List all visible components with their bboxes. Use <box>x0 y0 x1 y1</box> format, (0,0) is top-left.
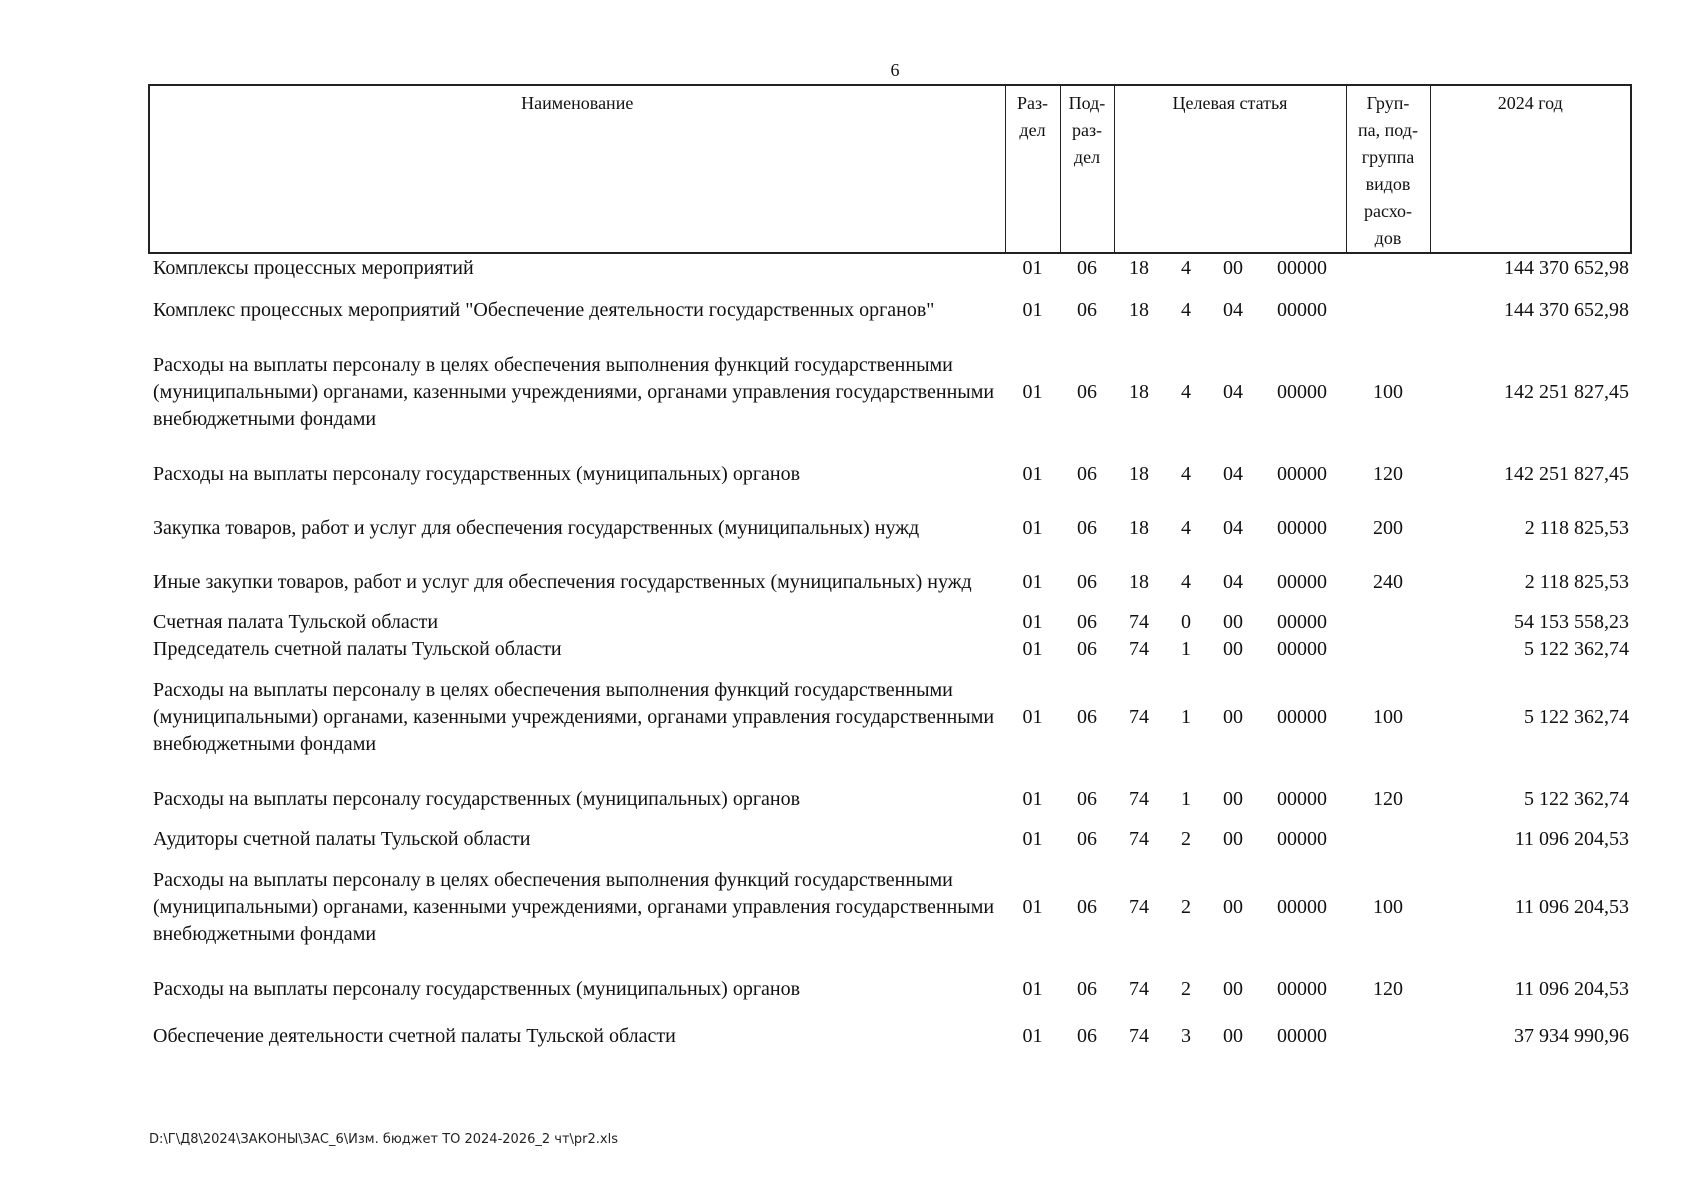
cell-name: Комплекс процессных мероприятий "Обеспечение деятельности государственных органов" <box>153 298 935 321</box>
cell-grp <box>1346 826 1430 853</box>
cell-name: Закупка товаров, работ и услуг для обеспечения государственных (муниципальных) нужд <box>153 516 920 539</box>
cell-sec: 01 <box>1022 706 1043 728</box>
cell-sec: 01 <box>1022 611 1043 633</box>
cell-name: Счетная палата Тульской области <box>153 611 439 633</box>
cell-t2: 2 <box>1181 828 1191 850</box>
cell-sec: 01 <box>1022 638 1043 660</box>
cell-t2: 4 <box>1181 462 1191 485</box>
cell-t2: 0 <box>1181 611 1191 633</box>
cell-t3: 00 <box>1223 977 1243 1000</box>
table-row <box>149 282 1631 338</box>
cell-t1: 18 <box>1129 381 1149 403</box>
cell-sec: 01 <box>1022 977 1043 1000</box>
cell-grp <box>1346 609 1430 636</box>
cell-name: Расходы на выплаты персоналу государственных (муниципальных) органов <box>153 462 801 485</box>
cell-grp: 100 <box>1373 896 1403 918</box>
table-row <box>149 447 1631 501</box>
cell-grp <box>1346 636 1430 663</box>
cell-sub: 06 <box>1077 828 1097 850</box>
cell-t4: 00000 <box>1277 1025 1327 1047</box>
header-year: 2024 год <box>1430 85 1631 253</box>
cell-name: Расходы на выплаты персоналу в целях обеспечения выполнения функций государственными (муниципальными) органами, казенными учреждениями, органами управления государственными внебюджетными фондами <box>153 679 995 755</box>
cell-sec: 01 <box>1022 787 1043 810</box>
cell-t2: 4 <box>1181 516 1191 539</box>
cell-grp: 100 <box>1373 706 1403 728</box>
cell-t1: 74 <box>1129 611 1149 633</box>
cell-t4: 00000 <box>1277 828 1327 850</box>
cell-sec: 01 <box>1022 828 1043 850</box>
cell-amt: 5 122 362,74 <box>1524 706 1629 728</box>
header-name: Наименование <box>149 85 1005 253</box>
cell-name: Расходы на выплаты персоналу государственных (муниципальных) органов <box>153 787 801 810</box>
cell-amt: 2 118 825,53 <box>1524 570 1629 593</box>
cell-t2: 1 <box>1181 638 1191 660</box>
table-row <box>149 962 1631 1016</box>
cell-sub: 06 <box>1077 611 1097 633</box>
cell-name: Расходы на выплаты персоналу в целях обеспечения выполнения функций государственными (муниципальными) органами, казенными учреждениями, органами управления государственными внебюджетными фондами <box>153 869 995 945</box>
cell-sub: 06 <box>1077 256 1097 279</box>
cell-t4: 00000 <box>1277 638 1327 660</box>
table-row <box>149 636 1631 663</box>
cell-t1: 74 <box>1129 638 1149 660</box>
table-row <box>149 826 1631 853</box>
cell-sec: 01 <box>1022 381 1043 403</box>
cell-t2: 4 <box>1181 381 1191 403</box>
budget-table <box>148 84 1632 1057</box>
header-section: Раз- дел <box>1005 85 1060 253</box>
cell-sub: 06 <box>1077 462 1097 485</box>
cell-sub: 06 <box>1077 570 1097 593</box>
cell-t3: 00 <box>1223 1025 1243 1047</box>
table-row <box>149 853 1631 962</box>
header-subsection: Под- раз- дел <box>1060 85 1114 253</box>
cell-t4: 00000 <box>1277 896 1327 918</box>
cell-grp <box>1346 253 1430 282</box>
cell-t1: 18 <box>1129 256 1149 279</box>
cell-sub: 06 <box>1077 896 1097 918</box>
cell-sub: 06 <box>1077 977 1097 1000</box>
cell-t1: 74 <box>1129 828 1149 850</box>
cell-name: Комплексы процессных мероприятий <box>153 256 474 279</box>
cell-t4: 00000 <box>1277 570 1327 593</box>
cell-amt: 54 153 558,23 <box>1514 611 1629 633</box>
cell-t1: 18 <box>1129 570 1149 593</box>
cell-amt: 144 370 652,98 <box>1504 256 1629 279</box>
cell-amt: 142 251 827,45 <box>1504 462 1629 485</box>
cell-t1: 74 <box>1129 706 1149 728</box>
header-expense-group: Груп- па, под- группа видов расхо- дов <box>1346 85 1430 253</box>
cell-t4: 00000 <box>1277 256 1327 279</box>
cell-t1: 74 <box>1129 787 1149 810</box>
cell-t2: 4 <box>1181 298 1191 321</box>
cell-t4: 00000 <box>1277 462 1327 485</box>
cell-t3: 04 <box>1223 381 1243 403</box>
cell-t3: 04 <box>1223 462 1243 485</box>
cell-t2: 2 <box>1181 896 1191 918</box>
cell-t2: 1 <box>1181 787 1191 810</box>
file-path-footer: D:\Г\Д8\2024\ЗАКОНЫ\ЗАС_6\Изм. бюджет ТО 2024-2026_2 чт\pr2.xls <box>149 1132 618 1147</box>
cell-grp: 200 <box>1373 516 1403 539</box>
cell-t3: 00 <box>1223 896 1243 918</box>
table-row <box>149 772 1631 826</box>
cell-grp <box>1346 282 1430 338</box>
cell-sub: 06 <box>1077 298 1097 321</box>
cell-t4: 00000 <box>1277 298 1327 321</box>
cell-name: Расходы на выплаты персоналу государственных (муниципальных) органов <box>153 977 801 1000</box>
cell-t3: 04 <box>1223 298 1243 321</box>
cell-t3: 00 <box>1223 787 1243 810</box>
cell-amt: 2 118 825,53 <box>1524 516 1629 539</box>
page-number: 6 <box>890 60 900 80</box>
cell-t3: 00 <box>1223 706 1243 728</box>
cell-grp <box>1346 1016 1430 1057</box>
cell-sub: 06 <box>1077 1025 1097 1047</box>
cell-amt: 5 122 362,74 <box>1524 787 1629 810</box>
cell-t1: 74 <box>1129 896 1149 918</box>
cell-name: Председатель счетной палаты Тульской области <box>153 638 562 660</box>
table-row <box>149 663 1631 772</box>
cell-t3: 00 <box>1223 828 1243 850</box>
cell-t2: 4 <box>1181 570 1191 593</box>
cell-t3: 00 <box>1223 611 1243 633</box>
cell-amt: 37 934 990,96 <box>1514 1025 1629 1047</box>
cell-t1: 18 <box>1129 516 1149 539</box>
cell-name: Расходы на выплаты персоналу в целях обеспечения выполнения функций государственными (муниципальными) органами, казенными учреждениями, органами управления государственными внебюджетными фондами <box>153 354 995 430</box>
cell-sub: 06 <box>1077 706 1097 728</box>
cell-sub: 06 <box>1077 638 1097 660</box>
cell-sec: 01 <box>1022 462 1043 485</box>
cell-grp: 120 <box>1373 462 1403 485</box>
table-row <box>149 1016 1631 1057</box>
cell-t1: 74 <box>1129 1025 1149 1047</box>
table-row <box>149 501 1631 555</box>
cell-grp: 120 <box>1373 977 1403 1000</box>
cell-sec: 01 <box>1022 896 1043 918</box>
cell-name: Иные закупки товаров, работ и услуг для обеспечения государственных (муниципальных) нужд <box>153 570 972 593</box>
cell-amt: 11 096 204,53 <box>1514 828 1629 850</box>
cell-t2: 1 <box>1181 706 1191 728</box>
cell-sec: 01 <box>1022 570 1043 593</box>
cell-amt: 11 096 204,53 <box>1514 977 1629 1000</box>
cell-t3: 00 <box>1223 638 1243 660</box>
cell-sub: 06 <box>1077 787 1097 810</box>
cell-sec: 01 <box>1022 298 1043 321</box>
cell-t3: 00 <box>1223 256 1243 279</box>
cell-sec: 01 <box>1022 1025 1043 1047</box>
cell-t2: 3 <box>1181 1025 1191 1047</box>
cell-grp: 240 <box>1373 570 1403 593</box>
cell-grp: 100 <box>1373 381 1403 403</box>
cell-t4: 00000 <box>1277 706 1327 728</box>
table-row <box>149 609 1631 636</box>
cell-t1: 18 <box>1129 298 1149 321</box>
cell-t4: 00000 <box>1277 381 1327 403</box>
cell-t2: 4 <box>1181 256 1191 279</box>
cell-sec: 01 <box>1022 256 1043 279</box>
cell-t4: 00000 <box>1277 516 1327 539</box>
cell-name: Аудиторы счетной палаты Тульской области <box>153 828 531 850</box>
cell-t3: 04 <box>1223 570 1243 593</box>
cell-t2: 2 <box>1181 977 1191 1000</box>
cell-t1: 18 <box>1129 462 1149 485</box>
cell-t4: 00000 <box>1277 787 1327 810</box>
table-row <box>149 338 1631 447</box>
cell-name: Обеспечение деятельности счетной палаты Тульской области <box>153 1025 676 1047</box>
cell-t3: 04 <box>1223 516 1243 539</box>
cell-grp: 120 <box>1373 787 1403 810</box>
cell-t4: 00000 <box>1277 977 1327 1000</box>
cell-amt: 5 122 362,74 <box>1524 638 1629 660</box>
cell-sec: 01 <box>1022 516 1043 539</box>
cell-amt: 144 370 652,98 <box>1504 298 1629 321</box>
cell-t4: 00000 <box>1277 611 1327 633</box>
cell-sub: 06 <box>1077 516 1097 539</box>
cell-t1: 74 <box>1129 977 1149 1000</box>
cell-sub: 06 <box>1077 381 1097 403</box>
cell-amt: 11 096 204,53 <box>1514 896 1629 918</box>
cell-amt: 142 251 827,45 <box>1504 381 1629 403</box>
table-header-row <box>149 85 1631 253</box>
table-row <box>149 555 1631 609</box>
header-target-article: Целевая статья <box>1114 85 1346 253</box>
table-row <box>149 253 1631 282</box>
